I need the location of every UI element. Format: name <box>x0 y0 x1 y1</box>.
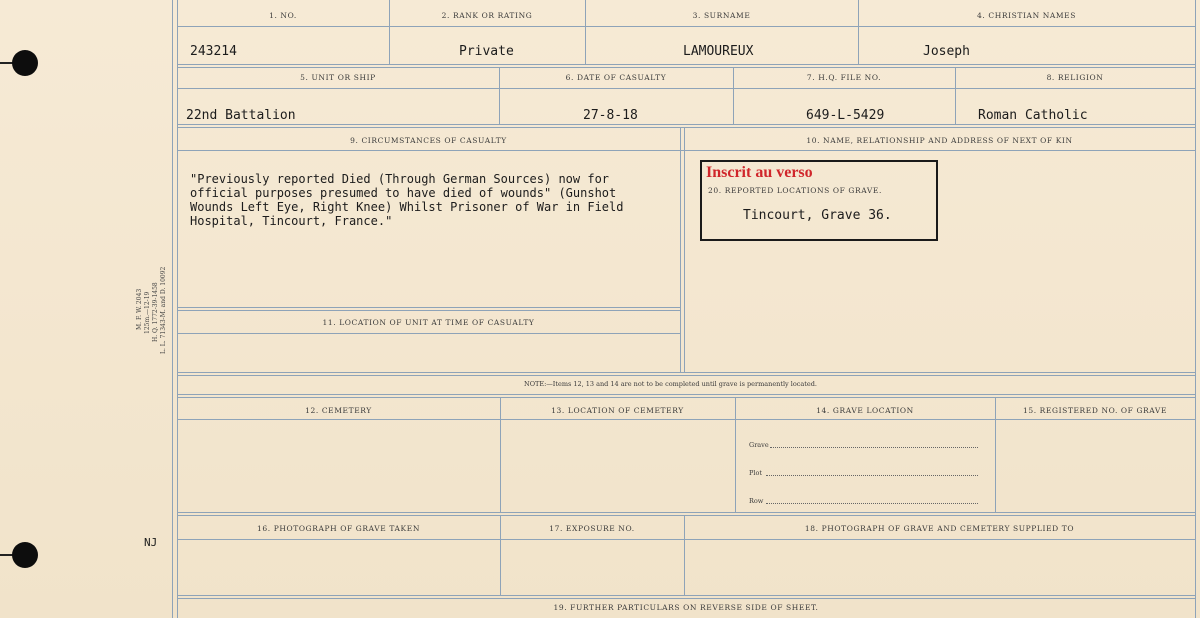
rule <box>177 598 1195 599</box>
footer-further-particulars: 19. FURTHER PARTICULARS ON REVERSE SIDE OF SHEET. <box>553 603 819 612</box>
note-text: NOTE:—Items 12, 13 and 14 are not to be completed until grave is permanently located. <box>524 380 817 388</box>
divider <box>684 127 685 372</box>
form-number-line3: H. Q. 1772-39-1458 <box>152 282 159 342</box>
rule <box>177 372 1195 373</box>
left-border <box>172 0 173 618</box>
plot-field-label: Plot <box>749 469 762 477</box>
rule <box>177 127 1195 128</box>
reported-locations-heading: 20. REPORTED LOCATIONS OF GRAVE. <box>708 186 882 195</box>
christian-names-value: Joseph <box>923 44 970 59</box>
header-location-of-cemetery: 13. LOCATION OF CEMETERY <box>551 406 684 415</box>
header-exposure-no: 17. EXPOSURE NO. <box>549 524 635 533</box>
divider <box>858 0 859 64</box>
circumstances-text: "Previously reported Died (Through German Sources) now for official purposes presumed to have died of wounds" (Gunshot Wounds Left Eye, Right Knee) Whilst Prisoner of War in Field Hospital, Tincourt, France." <box>190 172 624 228</box>
reported-grave-location: Tincourt, Grave 36. <box>743 208 892 223</box>
rule <box>177 26 1195 27</box>
service-number: 243214 <box>190 44 237 59</box>
surname-value: LAMOUREUX <box>683 44 754 59</box>
header-next-of-kin: 10. NAME, RELATIONSHIP AND ADDRESS OF NEXT OF KIN <box>806 136 1073 145</box>
header-religion: 8. RELIGION <box>1046 73 1104 82</box>
header-grave-location: 14. GRAVE LOCATION <box>816 406 914 415</box>
unit-value: 22nd Battalion <box>186 108 296 123</box>
rule <box>177 515 1195 516</box>
header-no: 1. NO. <box>269 11 297 20</box>
row-field-line <box>766 503 978 504</box>
header-date: 6. DATE OF CASUALTY <box>565 73 667 82</box>
form-number-line2: 125m.—12-19 <box>144 291 151 334</box>
clerk-initials: NJ <box>144 536 158 549</box>
rule <box>177 394 1195 395</box>
rule <box>177 512 1195 513</box>
header-photograph-supplied: 18. PHOTOGRAPH OF GRAVE AND CEMETERY SUPPLIED TO <box>804 524 1075 533</box>
punch-hole-top <box>12 50 38 76</box>
header-photograph-taken: 16. PHOTOGRAPH OF GRAVE TAKEN <box>257 524 420 533</box>
header-location-of-unit: 11. LOCATION OF UNIT AT TIME OF CASUALTY <box>322 318 535 327</box>
date-value: 27-8-18 <box>583 108 638 123</box>
rule <box>177 397 1195 398</box>
rule <box>177 150 1195 151</box>
rule <box>177 333 680 334</box>
header-rank: 2. RANK OR RATING <box>441 11 533 20</box>
rule <box>177 375 1195 376</box>
form-number-line4: L. L. 71343-M. and D. 10092 <box>160 266 167 354</box>
row-field-label: Row <box>749 497 764 505</box>
rank-value: Private <box>459 44 514 59</box>
rule <box>177 67 1195 68</box>
grave-field-label: Grave <box>749 441 769 449</box>
header-unit: 5. UNIT OR SHIP <box>300 73 376 82</box>
form-number-line1: M. F. W. 2043 <box>136 288 143 330</box>
rule <box>177 124 1195 125</box>
divider <box>389 0 390 64</box>
divider <box>585 0 586 64</box>
rule <box>177 539 1195 540</box>
religion-value: Roman Catholic <box>978 108 1088 123</box>
header-hq-file: 7. H.Q. FILE NO. <box>806 73 882 82</box>
hq-file-value: 649-L-5429 <box>806 108 885 123</box>
rule <box>177 88 1195 89</box>
rule <box>177 64 1195 65</box>
header-surname: 3. SURNAME <box>692 11 751 20</box>
header-christian-names: 4. CHRISTIAN NAMES <box>977 11 1076 20</box>
header-cemetery: 12. CEMETERY <box>305 406 372 415</box>
rule <box>177 419 1195 420</box>
rule <box>177 595 1195 596</box>
rule <box>177 307 680 308</box>
punch-hole-bottom <box>12 542 38 568</box>
stamp-inscrit-au-verso: Inscrit au verso <box>706 164 813 181</box>
header-circumstances: 9. CIRCUMSTANCES OF CASUALTY <box>350 136 507 145</box>
grave-field-line <box>770 447 978 448</box>
plot-field-line <box>766 475 978 476</box>
right-border <box>1195 0 1196 618</box>
divider <box>680 127 681 372</box>
rule <box>177 310 680 311</box>
header-registered-no: 15. REGISTERED NO. OF GRAVE <box>1022 406 1168 415</box>
